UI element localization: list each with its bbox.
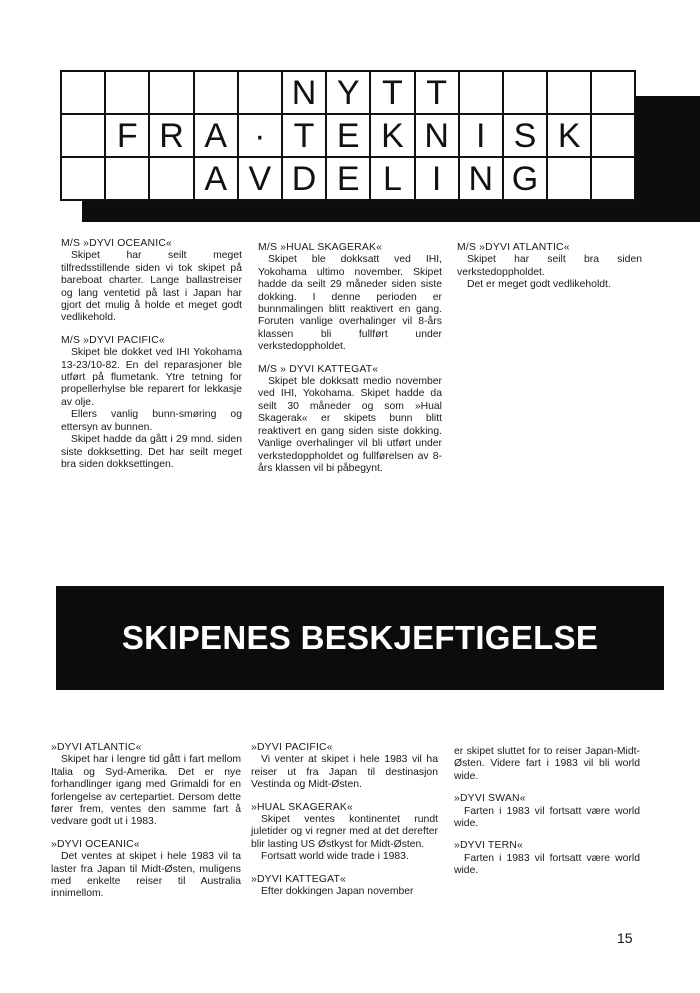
body-paragraph: Skipet ble dokket ved IHI Yokohama 13-23/10-82. En del reparasjoner ble utført på flumetank. Ytre tetning for propellerhylse ble reparert for lekkasje av olje. [61, 347, 242, 408]
grid-letter-cell: N [416, 115, 460, 158]
grid-letter-cell: N [460, 158, 504, 201]
ship-heading: M/S »DYVI OCEANIC« [61, 238, 172, 249]
grid-empty-cell [150, 72, 194, 115]
grid-letter-cell: I [460, 115, 504, 158]
section-title: SKIPENES BESKJEFTIGELSE [121, 619, 599, 656]
col3-lead-paragraph: er skipet sluttet for to reiser Japan-Midt-Østen. Videre fart i 1983 vil bli world wide. [454, 746, 640, 782]
ship-heading: »HUAL SKAGERAK« [251, 801, 353, 813]
grid-letter-cell: A [195, 115, 239, 158]
body-paragraph: Ellers vanlig bunn-smøring og ettersyn av bunnen. [61, 409, 242, 433]
grid-empty-cell [592, 72, 636, 115]
grid-letter-cell: N [283, 72, 327, 115]
ship-heading: »DYVI SWAN« [454, 793, 526, 805]
body-paragraph: Skipet har seilt bra siden verkstedoppholdet. [457, 254, 642, 278]
grid-empty-cell [548, 72, 592, 115]
grid-empty-cell [62, 158, 106, 201]
body-paragraph: Fortsatt world wide trade i 1983. [261, 851, 409, 863]
grid-empty-cell [592, 115, 636, 158]
ship-heading: M/S » DYVI KATTEGAT« [258, 363, 379, 375]
grid-letter-cell: F [106, 115, 150, 158]
grid-empty-cell [504, 72, 548, 115]
ship-heading: M/S »DYVI ATLANTIC« [457, 242, 570, 253]
grid-empty-cell [460, 72, 504, 115]
body-paragraph: Skipet hadde da gått i 29 mnd. siden siste dokksetting. Det har seilt meget bra siden dokksettingen. [61, 434, 242, 470]
grid-letter-cell: E [327, 115, 371, 158]
grid-letter-cell: T [283, 115, 327, 158]
page-number: 15 [617, 930, 633, 946]
body-paragraph: Vi venter at skipet i hele 1983 vil ha reiser ut fra Japan til destinasjon Vestinda og Midt-Østen. [251, 754, 438, 791]
ship-heading: M/S »DYVI PACIFIC« [61, 334, 165, 346]
body-paragraph: Skipet ble dokksatt medio november ved IHI, Yokohama. Skipet hadde da seilt 30 måneder og som »Hual Skagerak« er skipets bunn blitt reaktivert en gang siden siste dokking. Vanlige overhalinger vil bli utført under verkstedoppholdet og fullførelsen av 8-års klassen vil bi påbegynt. [258, 376, 442, 474]
ship-heading: M/S »HUAL SKAGERAK« [258, 242, 383, 253]
section2-column-3 [454, 746, 640, 878]
body-paragraph: Skipet ble dokksatt ved IHI, Yokohama ultimo november. Skipet hadde da seilt 29 måneder siden siste dokking. I denne perioden er bunnmalingen blitt reaktivert en gang. Foruten vanlige overhalinger vil 8-års klassen bli fullført under verkstedoppholdet. [258, 254, 442, 353]
grid-letter-cell: T [416, 72, 460, 115]
section2-column-1 [51, 742, 241, 901]
grid-letter-cell: S [504, 115, 548, 158]
grid-letter-cell: · [239, 115, 283, 158]
crossword-title-grid [60, 70, 636, 201]
body-paragraph: Det ventes at skipet i hele 1983 vil ta laster fra Japan til Midt-Østen, muligens med enkelte reiser til Australia innimellom. [51, 851, 241, 900]
body-paragraph: Farten i 1983 vil fortsatt være world wide. [454, 805, 640, 830]
grid-empty-cell [62, 72, 106, 115]
body-paragraph: Farten i 1983 vil fortsatt være world wide. [454, 852, 640, 877]
grid-letter-cell: I [416, 158, 460, 201]
grid-letter-cell: G [504, 158, 548, 201]
ship-heading: »DYVI PACIFIC« [251, 742, 333, 753]
ship-heading: »DYVI TERN« [454, 840, 523, 852]
section-banner [56, 586, 664, 690]
grid-empty-cell [239, 72, 283, 115]
grid-letter-cell: A [195, 158, 239, 201]
ship-heading: »DYVI ATLANTIC« [51, 742, 142, 753]
grid-letter-cell: K [548, 115, 592, 158]
grid-letter-cell: Y [327, 72, 371, 115]
grid-letter-cell: K [371, 115, 415, 158]
grid-letter-cell: D [283, 158, 327, 201]
grid-letter-cell: R [150, 115, 194, 158]
grid-empty-cell [195, 72, 239, 115]
section1-column-3 [457, 242, 642, 292]
grid-empty-cell [592, 158, 636, 201]
body-paragraph: Skipet ventes kontinentet rundt juletider og vi regner med at det derefter blir lasting US Østkyst for Midt-Østen. [251, 814, 438, 850]
grid-letter-cell: T [371, 72, 415, 115]
section1-column-1 [61, 238, 242, 471]
grid-letter-cell: E [327, 158, 371, 201]
section2-column-2 [251, 742, 438, 898]
grid-empty-cell [548, 158, 592, 201]
grid-empty-cell [62, 115, 106, 158]
ship-heading: »DYVI OCEANIC« [51, 838, 140, 850]
grid-empty-cell [106, 72, 150, 115]
body-paragraph: Skipet har i lengre tid gått i fart mellom Italia og Syd-Amerika. Det er nye forhandlinger igang med Grimaldi for en forlengelse av certepartiet. Dersom dette fører frem, ventes den samme fart å vedvare godt ut i 1983. [51, 754, 241, 828]
body-paragraph: Det er meget godt vedlikeholdt. [467, 279, 611, 291]
grid-empty-cell [150, 158, 194, 201]
section1-column-2 [258, 242, 442, 475]
ship-heading: »DYVI KATTEGAT« [251, 873, 346, 885]
body-paragraph: Efter dokkingen Japan november [261, 886, 414, 898]
grid-empty-cell [106, 158, 150, 201]
grid-letter-cell: V [239, 158, 283, 201]
grid-letter-cell: L [371, 158, 415, 201]
body-paragraph: Skipet har seilt meget tilfredsstillende siden vi tok skipet på bareboat charter. Lange ballastreiser og lang ventetid på last i Japan har gjort det mulig å holde et meget godt vedlikehold. [61, 250, 242, 324]
